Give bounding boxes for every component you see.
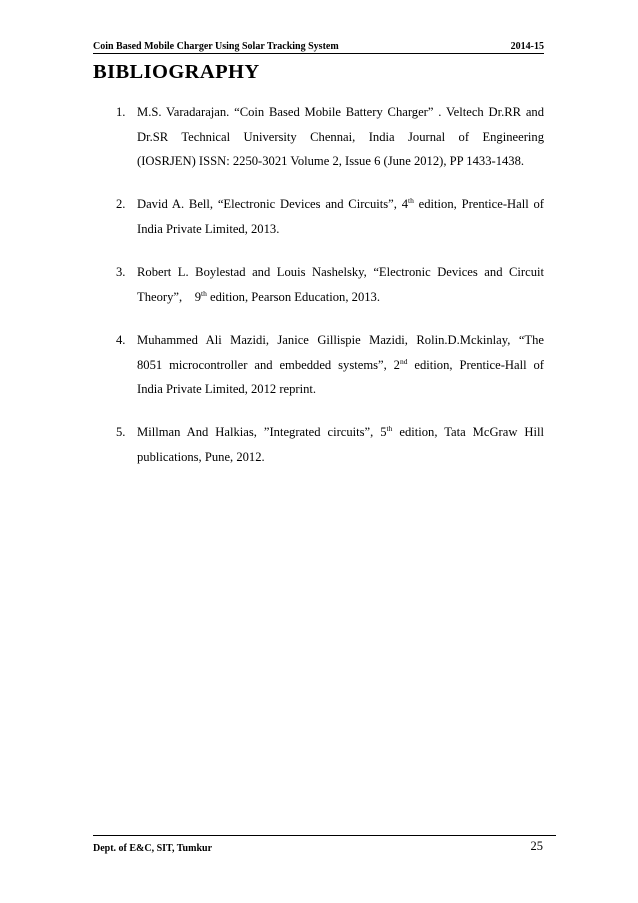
reference-line: 8051 microcontroller and embedded systems”, 2nd edition, Prentice-Hall of — [137, 356, 544, 372]
reference-line: India Private Limited, 2013. — [137, 221, 280, 236]
running-footer — [93, 839, 543, 854]
footer-department: Dept. of E&C, SIT, Tumkur — [93, 843, 213, 854]
reference-item — [116, 328, 544, 402]
reference-line: Millman And Halkias, ”Integrated circuits”, 5th edition, Tata McGraw Hill — [137, 424, 544, 440]
reference-item — [116, 192, 544, 241]
reference-line: Dr.SR Technical University Chennai, India Journal of Engineering — [137, 129, 544, 144]
reference-item — [116, 100, 544, 174]
running-header-title: Coin Based Mobile Charger Using Solar Tracking System — [93, 41, 339, 52]
ordinal-superscript: th — [201, 288, 207, 298]
reference-line: publications, Pune, 2012. — [137, 449, 265, 464]
ordinal-superscript: th — [386, 424, 393, 434]
running-header — [93, 41, 544, 52]
reference-number: 1. — [116, 105, 126, 119]
reference-number: 2. — [116, 197, 126, 212]
reference-line: David A. Bell, “Electronic Devices and Circuits”, 4th edition, Prentice-Hall of — [137, 196, 544, 212]
header-rule — [93, 53, 544, 54]
reference-line: (IOSRJEN) ISSN: 2250-3021 Volume 2, Issue 6 (June 2012), PP 1433-1438. — [137, 154, 525, 169]
reference-item — [116, 260, 544, 309]
ordinal-superscript: nd — [399, 356, 408, 366]
reference-number: 3. — [116, 265, 126, 280]
reference-item — [116, 420, 544, 469]
reference-line: India Private Limited, 2012 reprint. — [137, 382, 317, 397]
reference-line: M.S. Varadarajan. “Coin Based Mobile Battery Charger” . Veltech Dr.RR and — [137, 105, 544, 119]
ordinal-superscript: th — [408, 196, 414, 206]
running-header-year: 2014-15 — [510, 41, 544, 52]
footer-rule — [93, 835, 556, 836]
page-number: 25 — [530, 839, 543, 853]
reference-number: 5. — [116, 425, 126, 440]
page-title: BIBLIOGRAPHY — [93, 61, 260, 83]
reference-line: Theory”, 9th edition, Pearson Education, 2013. — [137, 288, 380, 304]
reference-line: Muhammed Ali Mazidi, Janice Gillispie Mazidi, Rolin.D.Mckinlay, “The — [137, 332, 544, 347]
reference-list — [116, 100, 544, 488]
reference-number: 4. — [116, 332, 126, 347]
reference-line: Robert L. Boylestad and Louis Nashelsky, “Electronic Devices and Circuit — [137, 265, 544, 280]
